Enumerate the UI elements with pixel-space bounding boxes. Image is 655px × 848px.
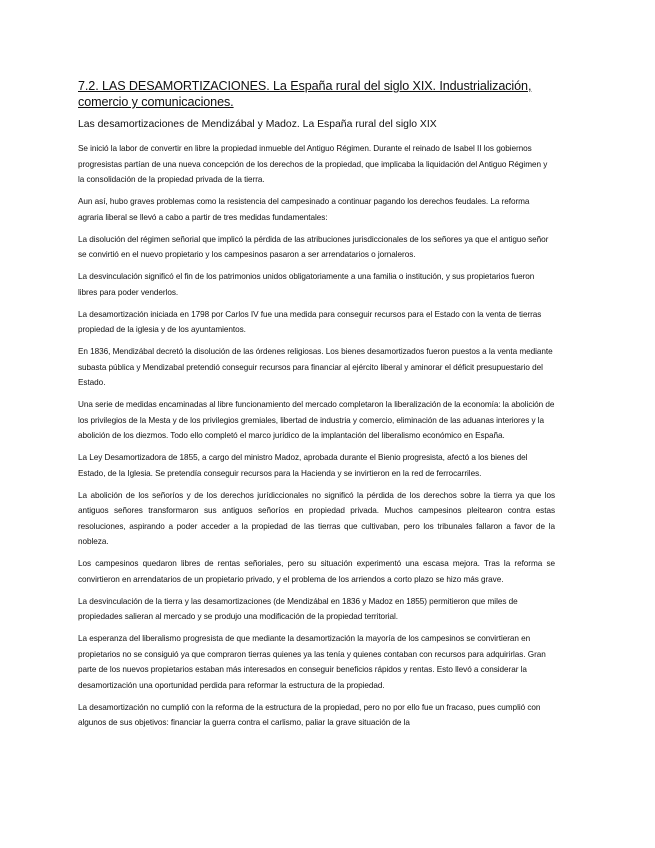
paragraph-8: La Ley Desamortizadora de 1855, a cargo del ministro Madoz, aprobada durante el Bienio progresista, afectó a los bienes del Estado, de la Iglesia. Se pretendía conseguir recursos para la Hacienda y se invirtieron en la red de ferrocarriles. (78, 453, 528, 478)
paragraph-6: En 1836, Mendizábal decretó la disolución de las órdenes religiosas. Los bienes desamortizados fueron puestos a la venta mediante subasta pública y Mendizabal pretendió conseguir recursos para financiar al ejército liberal y aminorar el déficit presupuestario del Estado. (78, 347, 553, 387)
paragraph-9: La abolición de los señoríos y de los derechos jurídiccionales no significó la pérdida de los derechos sobre la tierra ya que los antiguos señores transformaron sus antiguos señoríos en propiedad privada. Muchos campesinos pleitearon contra estas resoluciones, aspirando a poder acceder a la propiedad de las tierras que cultivaban, pero los tribunales fallaron a favor de la nobleza. (78, 490, 555, 546)
paragraph-11: La desvinculación de la tierra y las desamortizaciones (de Mendizábal en 1836 y Madoz en 1855) permitieron que miles de propiedades salieran al mercado y se produjo una modificación de la propiedad territorial. (78, 596, 518, 621)
paragraph-13: La desamortización no cumplió con la reforma de la estructura de la propiedad, pero no por ello fue un fracaso, pues cumplió con algunos de sus objetivos: financiar la guerra contra el carlismo, paliar la grave situación de la (78, 702, 541, 727)
paragraph-1: Se inició la labor de convertir en libre la propiedad inmueble del Antiguo Régimen. Durante el reinado de Isabel II los gobiernos progresistas partían de una nueva concepción de los derechos de la propiedad, que implicaba la liquidación del Antiguo Régimen y la consolidación de la propiedad privada de la tierra. (78, 144, 548, 184)
paragraph-2: Aun así, hubo graves problemas como la resistencia del campesinado a continuar pagando los derechos feudales. La reforma agraria liberal se llevó a cabo a partir de tres medidas fundamentales: (78, 197, 530, 222)
paragraph-4: La desvinculación significó el fin de los patrimonios unidos obligatoriamente a una familia o institución, y sus propietarios fueron libres para poder venderlos. (78, 272, 535, 297)
paragraph-3: La disolución del régimen señorial que implicó la pérdida de las atribuciones jurisdiccionales de los señores ya que el antiguo señor se convirtió en el nuevo propietario y los campesinos pasaron a ser arrendatarios o jornaleros. (78, 234, 549, 259)
document-subtitle: Las desamortizaciones de Mendizábal y Madoz. La España rural del siglo XIX (78, 119, 437, 130)
paragraph-5: La desamortización iniciada en 1798 por Carlos IV fue una medida para conseguir recursos para el Estado con la venta de tierras propiedad de la iglesia y de los ayuntamientos. (78, 309, 542, 334)
paragraph-10: Los campesinos quedaron libres de rentas señoriales, pero su situación experimentó una escasa mejora. Tras la reforma se convirtieron en arrendatarios de un propietario privado, y el problema de los arriendos a corto plazo se hizo más grave. (78, 559, 555, 584)
paragraph-7: Una serie de medidas encaminadas al libre funcionamiento del mercado completaron la liberalización de la economía: la abolición de los privilegios de la Mesta y de los privilegios gremiales, libertad de industria y comercio, eliminación de las aduanas interiores y la abolición de los diezmos. Todo ello completó el marco jurídico de la implantación del liberalismo económico en España. (78, 400, 555, 440)
paragraph-12: La esperanza del liberalismo progresista de que mediante la desamortización la mayoría de los campesinos se convirtieran en propietarios no se consiguió ya que compraron tierras quienes ya las tenía y quienes contaban con recursos para adquirirlas. Gran parte de los nuevos propietarios estaban más interesados en conseguir beneficios rápidos y rentas. Esto llevó a considerar la desamortización una oportunidad perdida para reformar la estructura de la propiedad. (78, 634, 546, 690)
document-title: 7.2. LAS DESAMORTIZACIONES. La España rural del siglo XIX. Industrialización, comercio y comunicaciones. (78, 79, 532, 109)
